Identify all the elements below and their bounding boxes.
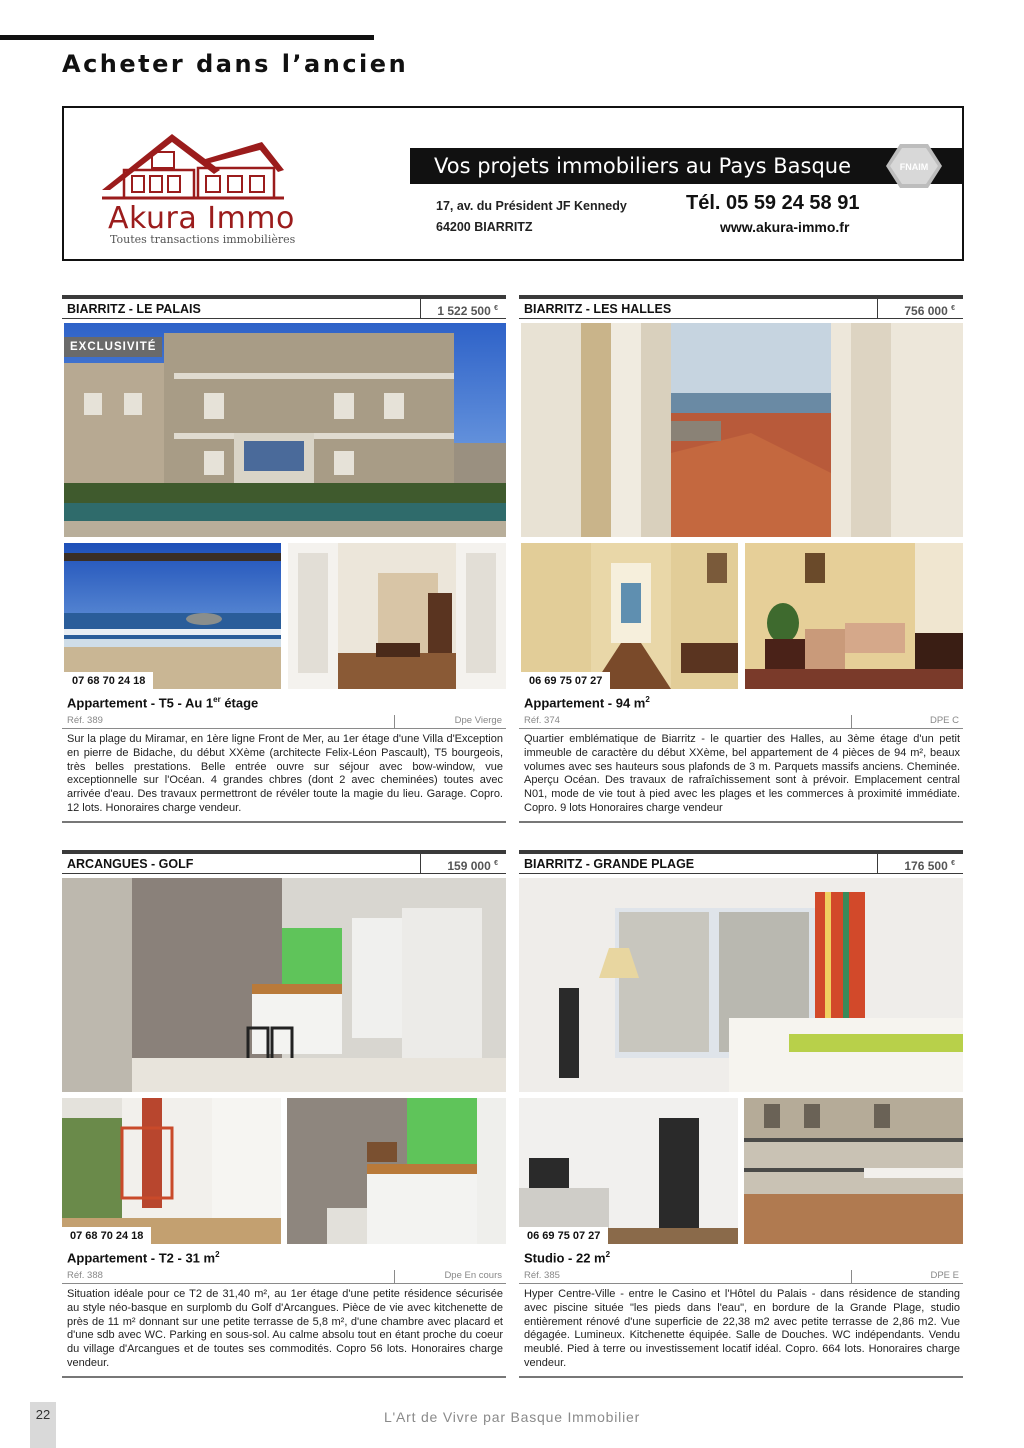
- listing-type-sup: 2: [215, 1250, 220, 1259]
- listing-photo-interior[interactable]: [288, 543, 506, 689]
- agency-website[interactable]: www.akura-immo.fr: [720, 219, 850, 235]
- listing-type: [67, 695, 258, 710]
- kitchenette-image: [287, 1098, 506, 1244]
- listing-type-text: Studio - 22 m: [524, 1250, 606, 1266]
- living-room-image: [745, 543, 963, 689]
- listing-dpe: DPE C: [851, 715, 963, 729]
- listing-price-box: [420, 854, 506, 873]
- listing-location: BIARRITZ - GRANDE PLAGE: [524, 857, 695, 871]
- fnaim-badge-label: FNAIM: [899, 162, 929, 172]
- listing-reference: Réf. 374: [524, 715, 560, 726]
- listing-header: [519, 295, 963, 319]
- listing-reference: Réf. 388: [67, 1270, 103, 1281]
- listing-photo-living[interactable]: [745, 543, 963, 689]
- listing-type-sup: 2: [605, 1250, 611, 1259]
- agency-tagline: Toutes transactions immobilières: [110, 233, 296, 246]
- listing-photo-balcony[interactable]: [62, 1098, 281, 1244]
- listing-type: [524, 1250, 610, 1265]
- studio-bedroom-image: [519, 878, 963, 1092]
- currency-symbol: €: [951, 860, 955, 867]
- listing-price: 176 500: [904, 859, 948, 873]
- agency-phone[interactable]: Tél. 05 59 24 58 91: [686, 192, 860, 214]
- listing-price-box: [877, 299, 963, 318]
- listing-price: 159 000: [447, 859, 491, 873]
- listing-location: BIARRITZ - LES HALLES: [524, 302, 672, 316]
- listing-dpe: Dpe En cours: [394, 1270, 506, 1284]
- listing-header: [519, 850, 963, 874]
- listing-main-photo[interactable]: [519, 878, 963, 1092]
- ocean-view-image: [64, 543, 281, 689]
- studio-kitchen-image: [62, 878, 506, 1092]
- address-line-1: 17, av. du Président JF Kennedy: [436, 199, 627, 213]
- contact-phone[interactable]: 07 68 70 24 18: [62, 1227, 151, 1244]
- listing-price: 1 522 500: [437, 304, 491, 318]
- card-divider: [62, 1376, 506, 1378]
- listing-main-photo[interactable]: [64, 323, 506, 537]
- listing-dpe: DPE E: [851, 1270, 963, 1284]
- card-divider: [519, 821, 963, 823]
- listing-type-sup: er: [213, 695, 221, 704]
- footer-text: L'Art de Vivre par Basque Immobilier: [383, 1409, 641, 1425]
- listing-location: BIARRITZ - LE PALAIS: [67, 302, 201, 316]
- balcony-view-image: [62, 1098, 281, 1244]
- currency-symbol: €: [951, 305, 955, 312]
- reference-row: [62, 715, 506, 729]
- listing-price: 756 000: [904, 304, 948, 318]
- listing-type-sup: 2: [645, 695, 650, 704]
- address-line-2: 64200 BIARRITZ: [436, 220, 533, 234]
- listing-photo-hallway[interactable]: [521, 543, 738, 689]
- listing-type-text: Appartement - T5 - Au 1: [67, 695, 214, 711]
- hallway-image: [521, 543, 738, 689]
- listing-price-box: [877, 854, 963, 873]
- listing-dpe: Dpe Vierge: [394, 715, 506, 729]
- listing-reference: Réf. 385: [524, 1270, 560, 1281]
- fnaim-badge: [886, 142, 942, 190]
- listing-type-suffix: étage: [220, 695, 259, 711]
- currency-symbol: €: [494, 860, 498, 867]
- listing-type-text: Appartement - 94 m: [524, 695, 646, 711]
- page-number: 22: [30, 1402, 56, 1448]
- listing-description: Quartier emblématique de Biarritz - le quartier des Halles, au 3ème étage d'un petit immeuble de caractère du début XXème, bel appartement de 4 pièces de 94 m², beaux volumes avec ses hauteurs sous plafonds de 3 m. Parquets massifs anciens. Cheminée. Aperçu Océan. Des travaux de rafraîchissement sont à prévoir. Emplacement central N01, mode de vie tout à pied avec les plages et les commerces à proximité immédiate. Copro. 9 lots Honoraires charge vendeur: [524, 733, 960, 814]
- listing-location: ARCANGUES - GOLF: [67, 857, 194, 871]
- listing-reference: Réf. 389: [67, 715, 103, 726]
- listing-photo-terrace[interactable]: [744, 1098, 963, 1244]
- listing-price-box: [420, 299, 506, 318]
- listing-description: Situation idéale pour ce T2 de 31,40 m², au 1er étage d'une petite résidence sécurisée au style néo-basque en surplomb du Golf d'Arcangues. Pièce de vie avec kitchenette de près de 11 m² donnant sur une petite terrasse de 5,8 m², d'une chambre avec placard et d'une sdb avec WC. Parking en sous-sol. Au calme absolu tout en étant proche du coeur du village d'Arcangues et de toutes ses commodités. Copro 56 lots. Honoraires charge vendeur.: [67, 1288, 503, 1369]
- contact-phone[interactable]: 06 69 75 07 27: [519, 1227, 608, 1244]
- entrance-hall-image: [288, 543, 506, 689]
- listing-header: [62, 850, 506, 874]
- contact-phone[interactable]: 06 69 75 07 27: [521, 672, 610, 689]
- contact-phone[interactable]: 07 68 70 24 18: [64, 672, 153, 689]
- listing-type: [524, 695, 650, 710]
- house-logo-icon: [102, 130, 284, 200]
- agency-address: [436, 196, 627, 238]
- reference-row: [519, 1270, 963, 1284]
- top-rule: [0, 35, 374, 40]
- exclusivity-badge: EXCLUSIVITÉ: [64, 337, 162, 357]
- listing-header: [62, 295, 506, 319]
- rooftops-view-image: [521, 323, 963, 537]
- listing-photo-kitchenette[interactable]: [287, 1098, 506, 1244]
- reference-row: [519, 715, 963, 729]
- card-divider: [519, 1376, 963, 1378]
- card-divider: [62, 821, 506, 823]
- listing-main-photo[interactable]: [521, 323, 963, 537]
- agency-banner: [62, 106, 964, 261]
- listing-description: Sur la plage du Miramar, en 1ère ligne Front de Mer, au 1er étage d'une Villa d'Exception en pierre de Bidache, du début XXème (architecte Felix-Léon Pascault), T5 bourgeois, très belles prestations. Belle entrée ouvre sur séjour avec bow-window, vue exceptionnelle sur l'Océan. 4 grandes chbres (dont 2 avec cheminées) toutes avec arrivée d'eau. Des travaux permettront de révéler toute la magie du lieu. Garage. Copro. 12 lots. Honoraires charge vendeur.: [67, 733, 503, 814]
- currency-symbol: €: [494, 305, 498, 312]
- listing-type: [67, 1250, 220, 1265]
- listing-type-text: Appartement - T2 - 31 m: [67, 1250, 216, 1266]
- listing-main-photo[interactable]: [62, 878, 506, 1092]
- reference-row: [62, 1270, 506, 1284]
- section-title: Acheter dans l’ancien: [62, 50, 409, 78]
- listing-photo-kitchen[interactable]: [519, 1098, 738, 1244]
- terrace-view-image: [744, 1098, 963, 1244]
- kitchen-image: [519, 1098, 738, 1244]
- agency-slogan: Vos projets immobiliers au Pays Basque: [434, 154, 852, 178]
- agency-name: Akura Immo: [108, 201, 295, 236]
- listing-photo-beach[interactable]: [64, 543, 281, 689]
- listing-description: Hyper Centre-Ville - entre le Casino et l'Hôtel du Palais - dans résidence de standing avec piscine située "les pieds dans l'eau", en bordure de la Grande Plage, studio entièrement rénové d'une superficie de 22,38 m2 avec petite terrasse de 2,86 m2. Vue dégagée. Lumineux. Kitchenette équipée. Salle de Douches. WC indépendants. Vendu meublé. Pied à terre ou investissement locatif idéal. Copro. 664 lots. Honoraires charge vendeur.: [524, 1288, 960, 1369]
- agency-slogan-bar: [410, 148, 964, 184]
